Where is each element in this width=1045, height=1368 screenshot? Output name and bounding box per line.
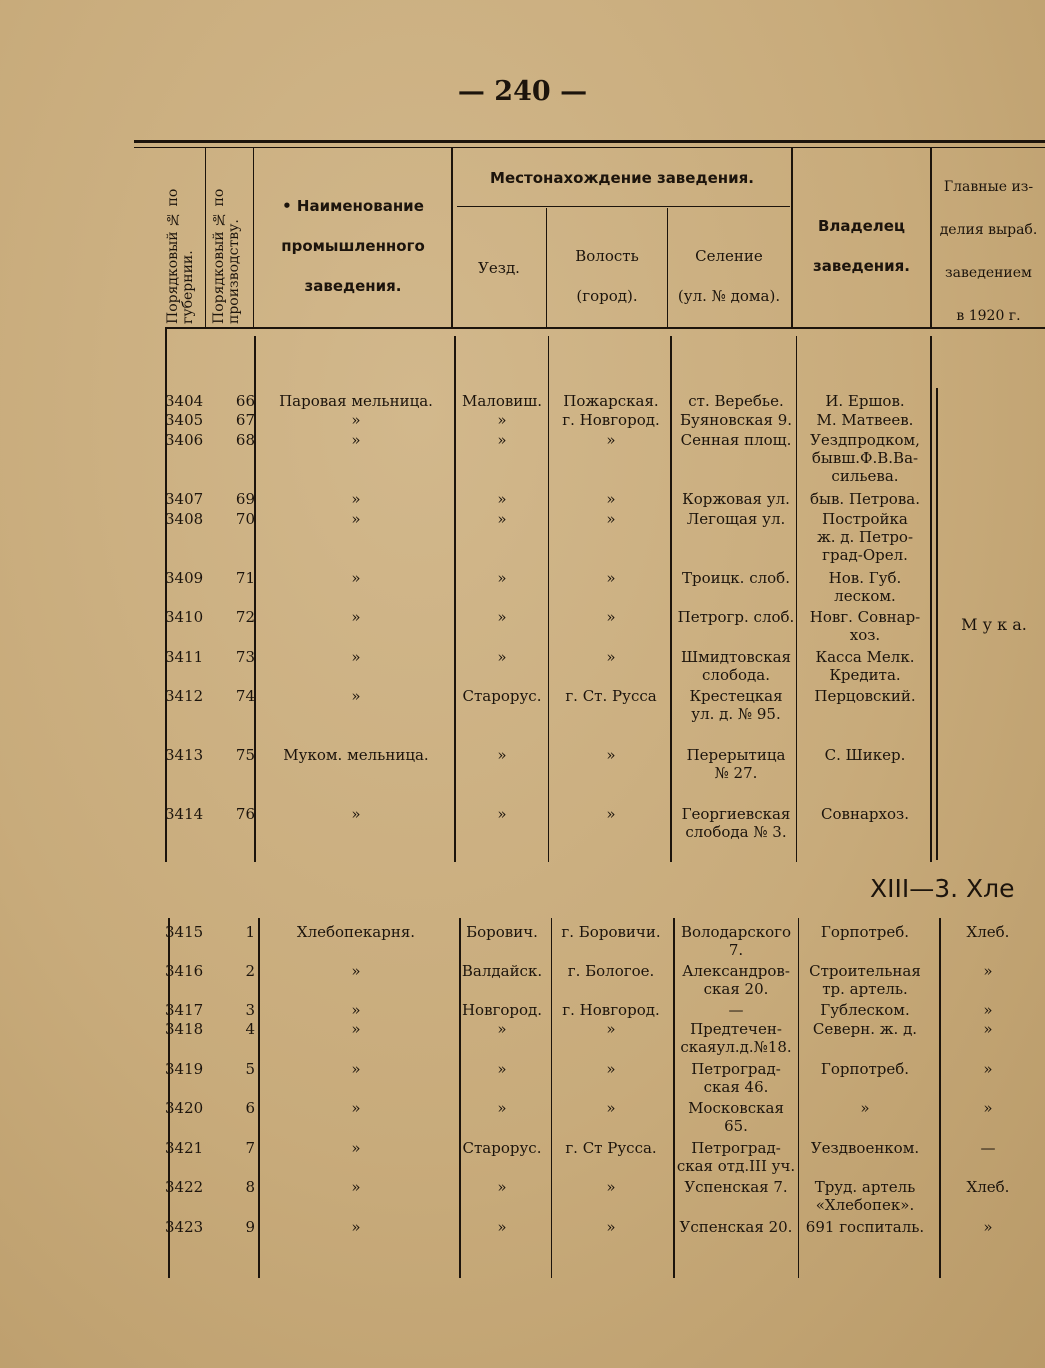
volost-cell: » <box>606 1178 616 1196</box>
establishment-name: » <box>351 687 361 705</box>
uezd-cell: » <box>497 510 507 528</box>
header-products: Главные из- делия выраб. заведением в 1920 г. <box>939 179 1038 324</box>
row-number-production: 6 <box>245 1099 255 1117</box>
product-brace <box>936 388 938 860</box>
uezd-cell: Маловиш. <box>461 392 543 410</box>
row-number-province: 3412 <box>165 687 204 705</box>
volost-cell: » <box>606 490 616 508</box>
row-number-province: 3411 <box>165 648 204 666</box>
establishment-name: Муком. мельница. <box>283 746 429 764</box>
row-number-production: 2 <box>245 962 255 980</box>
volost-cell: » <box>606 1218 616 1236</box>
establishment-name: » <box>351 411 361 429</box>
uezd-cell: Старорус. <box>462 1139 542 1157</box>
header-col1: Порядковый № по губернии. <box>165 188 196 324</box>
row-number-production: 76 <box>235 805 255 823</box>
row-number-production: 1 <box>245 923 255 941</box>
establishment-name: » <box>351 1020 361 1038</box>
uezd-cell: » <box>497 648 507 666</box>
volost-cell: » <box>606 569 616 587</box>
establishment-name: » <box>351 510 361 528</box>
owner-cell: Северн. ж. д. <box>812 1020 918 1038</box>
product-cell: » <box>983 1218 993 1236</box>
establishment-name: » <box>351 1178 361 1196</box>
owner-cell: М. Матвеев. <box>816 411 914 429</box>
uezd-cell: » <box>497 805 507 823</box>
selenie-cell: — <box>728 1001 744 1019</box>
header-location: Местонахождение заведения. <box>490 169 754 187</box>
selenie-cell: Успенская 20. <box>679 1218 793 1236</box>
row-number-province: 3422 <box>165 1178 204 1196</box>
uezd-cell: » <box>497 1099 507 1117</box>
selenie-cell: Александров- ская 20. <box>682 962 790 998</box>
row-number-production: 70 <box>235 510 255 528</box>
selenie-cell: Петроград- ская отд.III уч. <box>676 1139 796 1175</box>
volost-cell: г. Ст. Русса <box>565 687 657 705</box>
volost-cell: » <box>606 805 616 823</box>
uezd-cell: Новгород. <box>461 1001 543 1019</box>
row-number-province: 3418 <box>165 1020 204 1038</box>
establishment-name: » <box>351 1218 361 1236</box>
selenie-cell: Легощая ул. <box>686 510 786 528</box>
row-number-province: 3417 <box>165 1001 204 1019</box>
uezd-cell: Валдайск. <box>461 962 543 980</box>
product-cell: Хлеб. <box>966 1178 1010 1196</box>
row-number-production: 4 <box>245 1020 255 1038</box>
owner-cell: Совнархоз. <box>821 805 909 823</box>
establishment-name: » <box>351 1001 361 1019</box>
selenie-cell: Коржовая ул. <box>682 490 790 508</box>
volost-cell: Пожарская. <box>563 392 659 410</box>
product-cell: » <box>983 1099 993 1117</box>
owner-cell: Нов. Губ. леском. <box>828 569 902 605</box>
establishment-name: » <box>351 1139 361 1157</box>
row-number-production: 68 <box>235 431 255 449</box>
selenie-cell: Перерытица № 27. <box>686 746 786 782</box>
uezd-cell: Старорус. <box>462 687 542 705</box>
row-number-province: 3410 <box>165 608 204 626</box>
row-number-production: 74 <box>235 687 255 705</box>
owner-cell: Новг. Совнар- хоз. <box>809 608 921 644</box>
volost-cell: » <box>606 608 616 626</box>
uezd-cell: » <box>497 411 507 429</box>
row-number-province: 3419 <box>165 1060 204 1078</box>
row-number-province: 3407 <box>165 490 204 508</box>
header-uezd: Уезд. <box>478 259 520 277</box>
uezd-cell: » <box>497 1020 507 1038</box>
selenie-cell: Шмидтовская слобода. <box>681 648 791 684</box>
header-selenie: Селение (ул. № дома). <box>677 247 781 305</box>
row-number-province: 3404 <box>165 392 204 410</box>
row-number-province: 3405 <box>165 411 204 429</box>
owner-cell: Горпотреб. <box>820 923 910 941</box>
establishment-name: Хлебопекарня. <box>296 923 416 941</box>
product-cell: Хлеб. <box>966 923 1010 941</box>
selenie-cell: Московская 65. <box>688 1099 784 1135</box>
uezd-cell: » <box>497 746 507 764</box>
selenie-cell: Петроград- ская 46. <box>691 1060 781 1096</box>
establishment-name: » <box>351 648 361 666</box>
row-number-province: 3406 <box>165 431 204 449</box>
uezd-cell: Борович. <box>466 923 538 941</box>
establishment-name: » <box>351 962 361 980</box>
selenie-cell: Сенная площ. <box>680 431 792 449</box>
uezd-cell: » <box>497 1218 507 1236</box>
uezd-cell: » <box>497 431 507 449</box>
uezd-cell: » <box>497 1060 507 1078</box>
uezd-cell: » <box>497 1178 507 1196</box>
row-number-province: 3409 <box>165 569 204 587</box>
row-number-production: 7 <box>245 1139 255 1157</box>
owner-cell: быв. Петрова. <box>810 490 920 508</box>
header-name: • Наименование промышленного заведения. <box>281 197 425 295</box>
volost-cell: » <box>606 1099 616 1117</box>
row-number-production: 72 <box>235 608 255 626</box>
volost-cell: » <box>606 510 616 528</box>
header-col2: Порядковый № по производству. <box>211 188 242 324</box>
row-number-production: 5 <box>245 1060 255 1078</box>
establishment-name: » <box>351 569 361 587</box>
row-number-province: 3408 <box>165 510 204 528</box>
selenie-cell: Успенская 7. <box>684 1178 788 1196</box>
row-number-province: 3423 <box>165 1218 204 1236</box>
owner-cell: Гублеском. <box>820 1001 910 1019</box>
row-number-production: 71 <box>235 569 255 587</box>
owner-cell: С. Шикер. <box>824 746 906 764</box>
row-number-production: 73 <box>235 648 255 666</box>
product-cell: » <box>983 1020 993 1038</box>
volost-cell: г. Новгород. <box>562 411 660 429</box>
establishment-name: Паровая мельница. <box>279 392 433 410</box>
selenie-cell: Троицк. слоб. <box>682 569 790 587</box>
owner-cell: Уездпродком, бывш.Ф.В.Ва- сильева. <box>810 431 920 485</box>
row-number-province: 3420 <box>165 1099 204 1117</box>
row-number-production: 8 <box>245 1178 255 1196</box>
owner-cell: Постройка ж. д. Петро- град-Орел. <box>816 510 914 564</box>
selenie-cell: Георгиевская слобода № 3. <box>681 805 791 841</box>
volost-cell: г. Ст Русса. <box>565 1139 657 1157</box>
row-number-production: 75 <box>235 746 255 764</box>
owner-cell: Труд. артель «Хлебопек». <box>814 1178 916 1214</box>
row-number-production: 66 <box>235 392 255 410</box>
establishment-name: » <box>351 431 361 449</box>
selenie-cell: Буяновская 9. <box>679 411 793 429</box>
owner-cell: 691 госпиталь. <box>805 1218 925 1236</box>
product-label-muka: М у к а. <box>961 615 1027 634</box>
product-cell: » <box>983 962 993 980</box>
owner-cell: Строительная тр. артель. <box>809 962 921 998</box>
row-number-province: 3421 <box>165 1139 204 1157</box>
uezd-cell: » <box>497 608 507 626</box>
section-title: XIII—3. Хле <box>870 874 1015 903</box>
row-number-production: 9 <box>245 1218 255 1236</box>
establishment-name: » <box>351 805 361 823</box>
product-cell: » <box>983 1001 993 1019</box>
uezd-cell: » <box>497 490 507 508</box>
row-number-province: 3415 <box>165 923 204 941</box>
row-number-province: 3416 <box>165 962 204 980</box>
volost-cell: г. Бологое. <box>567 962 655 980</box>
volost-cell: » <box>606 431 616 449</box>
volost-cell: г. Новгород. <box>562 1001 660 1019</box>
owner-cell: Горпотреб. <box>820 1060 910 1078</box>
owner-cell: Уездвоенком. <box>810 1139 920 1157</box>
establishment-name: » <box>351 490 361 508</box>
product-cell: » <box>983 1060 993 1078</box>
volost-cell: » <box>606 1060 616 1078</box>
row-number-production: 67 <box>235 411 255 429</box>
uezd-cell: » <box>497 569 507 587</box>
page-number: — 240 — <box>457 76 588 107</box>
selenie-cell: Володарского 7. <box>680 923 792 959</box>
selenie-cell: Крестецкая ул. д. № 95. <box>689 687 783 723</box>
volost-cell: г. Боровичи. <box>561 923 661 941</box>
header-owner: Владелец заведения. <box>813 217 910 275</box>
owner-cell: И. Ершов. <box>825 392 905 410</box>
header-volost: Волость (город). <box>575 247 639 305</box>
owner-cell: Касса Мелк. Кредита. <box>815 648 915 684</box>
establishment-name: » <box>351 608 361 626</box>
owner-cell: » <box>860 1099 870 1117</box>
row-number-production: 69 <box>235 490 255 508</box>
product-cell: — <box>980 1139 996 1157</box>
row-number-province: 3413 <box>165 746 204 764</box>
selenie-cell: ст. Веребье. <box>688 392 784 410</box>
establishment-name: » <box>351 1099 361 1117</box>
row-number-province: 3414 <box>165 805 204 823</box>
volost-cell: » <box>606 746 616 764</box>
establishment-name: » <box>351 1060 361 1078</box>
selenie-cell: Предтечен- скаяул.д.№18. <box>680 1020 792 1056</box>
owner-cell: Перцовский. <box>814 687 916 705</box>
selenie-cell: Петрогр. слоб. <box>677 608 795 626</box>
row-number-production: 3 <box>245 1001 255 1019</box>
volost-cell: » <box>606 648 616 666</box>
volost-cell: » <box>606 1020 616 1038</box>
